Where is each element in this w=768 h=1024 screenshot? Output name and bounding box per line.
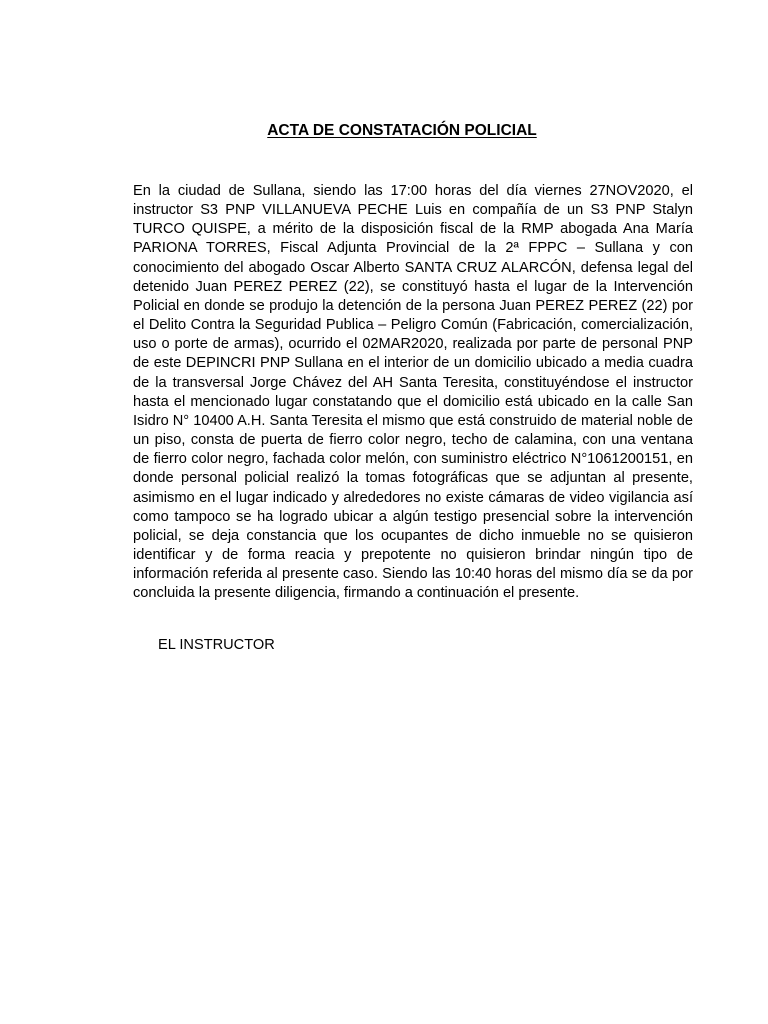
document-body-paragraph: En la ciudad de Sullana, siendo las 17:00 horas del día viernes 27NOV2020, el instructor S3 PNP VILLANUEVA PECHE Luis en compañía de un S3 PNP Stalyn TURCO QUISPE, a mérito de la disposición fiscal de la RMP abogada Ana María PARIONA TORRES, Fiscal Adjunta Provincial de la 2ª FPPC – Sullana y con conocimiento del abogado Oscar Alberto SANTA CRUZ ALARCÓN, defensa legal del detenido Juan PEREZ PEREZ (22), se constituyó hasta el lugar de la Intervención Policial en donde se produjo la detención de la persona Juan PEREZ PEREZ (22) por el Delito Contra la Seguridad Publica – Peligro Común (Fabricación, comercialización, uso o porte de armas), ocurrido el 02MAR2020, realizada por parte de personal PNP de este DEPINCRI PNP Sullana en el interior de un domicilio ubicado a media cuadra de la transversal Jorge Chávez del AH Santa Teresita, constituyéndose el instructor hasta el mencionado lugar constatando que el domicilio está ubicado en la calle San Isidro N° 10400 A.H. Santa Teresita el mismo que está construido de material noble de un piso, consta de puerta de fierro color negro, techo de calamina, con una ventana de fierro color negro, fachada color melón, con suministro eléctrico N°1061200151, en donde personal policial realizó la tomas fotográficas que se adjuntan al presente, asimismo en el lugar indicado y alrededores no existe cámaras de video vigilancia así como tampoco se ha logrado ubicar a algún testigo presencial sobre la intervención policial, se deja constancia que los ocupantes de dicho inmueble no se quisieron identificar y de forma reacia y prepotente no quisieron brindar ningún tipo de información referida al presente caso. Siendo las 10:40 horas del mismo día se da por concluida la presente diligencia, firmando a continuación el presente. — [133, 183, 693, 602]
document-title: ACTA DE CONSTATACIÓN POLICIAL — [267, 122, 537, 139]
signature-label: EL INSTRUCTOR — [158, 637, 275, 653]
